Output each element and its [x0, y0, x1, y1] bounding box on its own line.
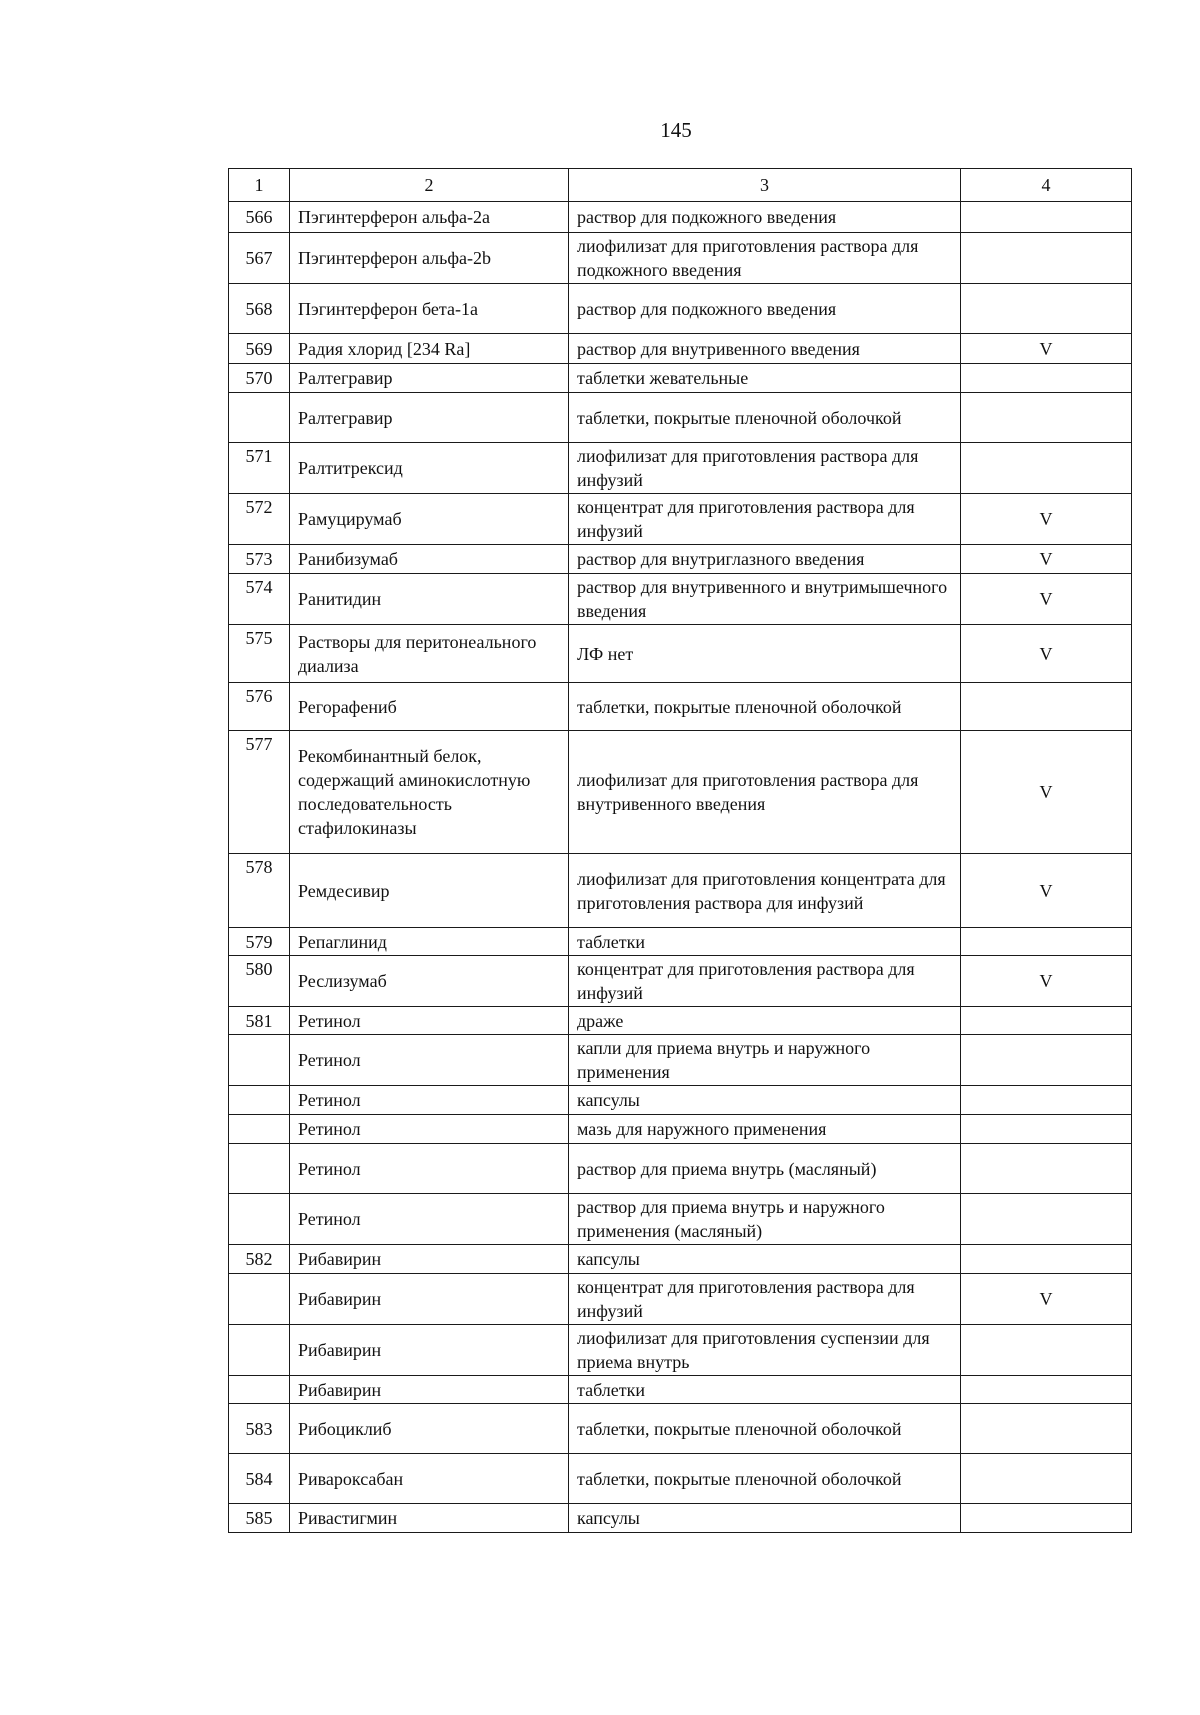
mark-cell [961, 1115, 1132, 1144]
mark-cell [961, 1504, 1132, 1533]
mark-cell [961, 1376, 1132, 1404]
dosage-form: раствор для внутривенного введения [569, 334, 961, 364]
table-row [229, 202, 1132, 233]
row-number: 568 [229, 284, 290, 334]
table-row [229, 1454, 1132, 1504]
mark-cell [961, 443, 1132, 494]
mark-cell [961, 202, 1132, 233]
table-row [229, 1504, 1132, 1533]
row-number [229, 393, 290, 443]
mark-cell: V [961, 1274, 1132, 1325]
drug-name: Ралтегравир [290, 393, 569, 443]
dosage-form: раствор для внутриглазного введения [569, 545, 961, 574]
drug-name: Ривароксабан [290, 1454, 569, 1504]
drug-name: Ретинол [290, 1086, 569, 1115]
row-number: 570 [229, 364, 290, 393]
drug-name: Рибавирин [290, 1376, 569, 1404]
dosage-form: капсулы [569, 1086, 961, 1115]
dosage-form: капсулы [569, 1245, 961, 1274]
table-row [229, 683, 1132, 731]
mark-cell [961, 1035, 1132, 1086]
mark-cell: V [961, 494, 1132, 545]
table-row [229, 494, 1132, 545]
table-row [229, 334, 1132, 364]
dosage-form: концентрат для приготовления раствора для инфузий [569, 956, 961, 1007]
table-row [229, 574, 1132, 625]
row-number [229, 1325, 290, 1376]
row-number: 579 [229, 928, 290, 956]
table-row [229, 1404, 1132, 1454]
table-row [229, 364, 1132, 393]
row-number: 569 [229, 334, 290, 364]
row-number: 572 [229, 494, 290, 545]
drug-name: Рекомбинантный белок, содержащий аминокислотную последовательность стафилокиназы [290, 731, 569, 854]
mark-cell [961, 284, 1132, 334]
row-number: 578 [229, 854, 290, 928]
table-row [229, 625, 1132, 683]
row-number [229, 1144, 290, 1194]
mark-cell [961, 1404, 1132, 1454]
dosage-form: раствор для подкожного введения [569, 202, 961, 233]
table-row [229, 545, 1132, 574]
row-number: 585 [229, 1504, 290, 1533]
drug-name: Ретинол [290, 1007, 569, 1035]
dosage-form: лиофилизат для приготовления раствора для внутривенного введения [569, 731, 961, 854]
dosage-form: лиофилизат для приготовления суспензии для приема внутрь [569, 1325, 961, 1376]
dosage-form: раствор для подкожного введения [569, 284, 961, 334]
drug-name: Ретинол [290, 1115, 569, 1144]
mark-cell [961, 364, 1132, 393]
drug-name: Рамуцирумаб [290, 494, 569, 545]
drug-name: Ривастигмин [290, 1504, 569, 1533]
drug-name: Ремдесивир [290, 854, 569, 928]
table-row [229, 1376, 1132, 1404]
drug-name: Рибавирин [290, 1245, 569, 1274]
drug-name: Пэгинтерферон альфа-2а [290, 202, 569, 233]
table-row [229, 1325, 1132, 1376]
row-number [229, 1086, 290, 1115]
dosage-form: раствор для приема внутрь (масляный) [569, 1144, 961, 1194]
dosage-form: лиофилизат для приготовления концентрата для приготовления раствора для инфузий [569, 854, 961, 928]
table-row [229, 928, 1132, 956]
row-number: 582 [229, 1245, 290, 1274]
table-row [229, 393, 1132, 443]
table-row [229, 1144, 1132, 1194]
dosage-form: концентрат для приготовления раствора для инфузий [569, 494, 961, 545]
header-cell-2: 2 [290, 169, 569, 202]
mark-cell [961, 683, 1132, 731]
drug-name: Пэгинтерферон альфа-2b [290, 233, 569, 284]
dosage-form: мазь для наружного применения [569, 1115, 961, 1144]
row-number [229, 1274, 290, 1325]
drug-name: Рибоциклиб [290, 1404, 569, 1454]
mark-cell [961, 233, 1132, 284]
table-row [229, 956, 1132, 1007]
dosage-form: таблетки [569, 1376, 961, 1404]
drug-name: Ретинол [290, 1194, 569, 1245]
drug-name: Радия хлорид [234 Ra] [290, 334, 569, 364]
mark-cell [961, 1144, 1132, 1194]
row-number: 567 [229, 233, 290, 284]
dosage-form: раствор для внутривенного и внутримышечного введения [569, 574, 961, 625]
drug-name: Рибавирин [290, 1274, 569, 1325]
dosage-form: капсулы [569, 1504, 961, 1533]
dosage-form: таблетки, покрытые пленочной оболочкой [569, 1454, 961, 1504]
mark-cell: V [961, 854, 1132, 928]
dosage-form: ЛФ нет [569, 625, 961, 683]
table-row [229, 1007, 1132, 1035]
mark-cell [961, 1007, 1132, 1035]
drug-name: Реслизумаб [290, 956, 569, 1007]
drug-table [228, 168, 1132, 1533]
mark-cell: V [961, 545, 1132, 574]
mark-cell [961, 1454, 1132, 1504]
mark-cell [961, 928, 1132, 956]
drug-name: Пэгинтерферон бета-1а [290, 284, 569, 334]
mark-cell: V [961, 625, 1132, 683]
drug-name: Рибавирин [290, 1325, 569, 1376]
drug-name: Репаглинид [290, 928, 569, 956]
table-row [229, 1274, 1132, 1325]
header-cell-3: 3 [569, 169, 961, 202]
table-row [229, 1245, 1132, 1274]
dosage-form: таблетки жевательные [569, 364, 961, 393]
row-number [229, 1035, 290, 1086]
mark-cell [961, 1245, 1132, 1274]
page-number: 145 [660, 118, 692, 142]
dosage-form: раствор для приема внутрь и наружного применения (масляный) [569, 1194, 961, 1245]
drug-name: Ретинол [290, 1035, 569, 1086]
row-number: 571 [229, 443, 290, 494]
row-number: 573 [229, 545, 290, 574]
row-number [229, 1194, 290, 1245]
table-header-row [229, 169, 1132, 202]
row-number: 580 [229, 956, 290, 1007]
mark-cell [961, 1086, 1132, 1115]
mark-cell [961, 1325, 1132, 1376]
mark-cell: V [961, 956, 1132, 1007]
dosage-form: драже [569, 1007, 961, 1035]
drug-name: Регорафениб [290, 683, 569, 731]
row-number: 581 [229, 1007, 290, 1035]
table-row [229, 1115, 1132, 1144]
table-row [229, 854, 1132, 928]
mark-cell [961, 1194, 1132, 1245]
dosage-form: таблетки, покрытые пленочной оболочкой [569, 683, 961, 731]
drug-name: Ранибизумаб [290, 545, 569, 574]
dosage-form: таблетки, покрытые пленочной оболочкой [569, 393, 961, 443]
mark-cell: V [961, 574, 1132, 625]
dosage-form: лиофилизат для приготовления раствора для инфузий [569, 443, 961, 494]
table-row [229, 1086, 1132, 1115]
row-number: 583 [229, 1404, 290, 1454]
drug-name: Ретинол [290, 1144, 569, 1194]
table-row [229, 1035, 1132, 1086]
table-row [229, 443, 1132, 494]
drug-name: Ралтитрексид [290, 443, 569, 494]
row-number: 577 [229, 731, 290, 854]
dosage-form: таблетки, покрытые пленочной оболочкой [569, 1404, 961, 1454]
table-row [229, 731, 1132, 854]
row-number: 566 [229, 202, 290, 233]
drug-name: Растворы для перитонеального диализа [290, 625, 569, 683]
row-number: 584 [229, 1454, 290, 1504]
dosage-form: таблетки [569, 928, 961, 956]
header-cell-1: 1 [229, 169, 290, 202]
row-number: 575 [229, 625, 290, 683]
mark-cell: V [961, 334, 1132, 364]
header-cell-4: 4 [961, 169, 1132, 202]
row-number: 574 [229, 574, 290, 625]
table-row [229, 284, 1132, 334]
table-row [229, 233, 1132, 284]
drug-name: Ранитидин [290, 574, 569, 625]
mark-cell [961, 393, 1132, 443]
table-row [229, 1194, 1132, 1245]
row-number [229, 1376, 290, 1404]
row-number [229, 1115, 290, 1144]
drug-name: Ралтегравир [290, 364, 569, 393]
dosage-form: концентрат для приготовления раствора для инфузий [569, 1274, 961, 1325]
dosage-form: лиофилизат для приготовления раствора для подкожного введения [569, 233, 961, 284]
dosage-form: капли для приема внутрь и наружного применения [569, 1035, 961, 1086]
row-number: 576 [229, 683, 290, 731]
mark-cell: V [961, 731, 1132, 854]
